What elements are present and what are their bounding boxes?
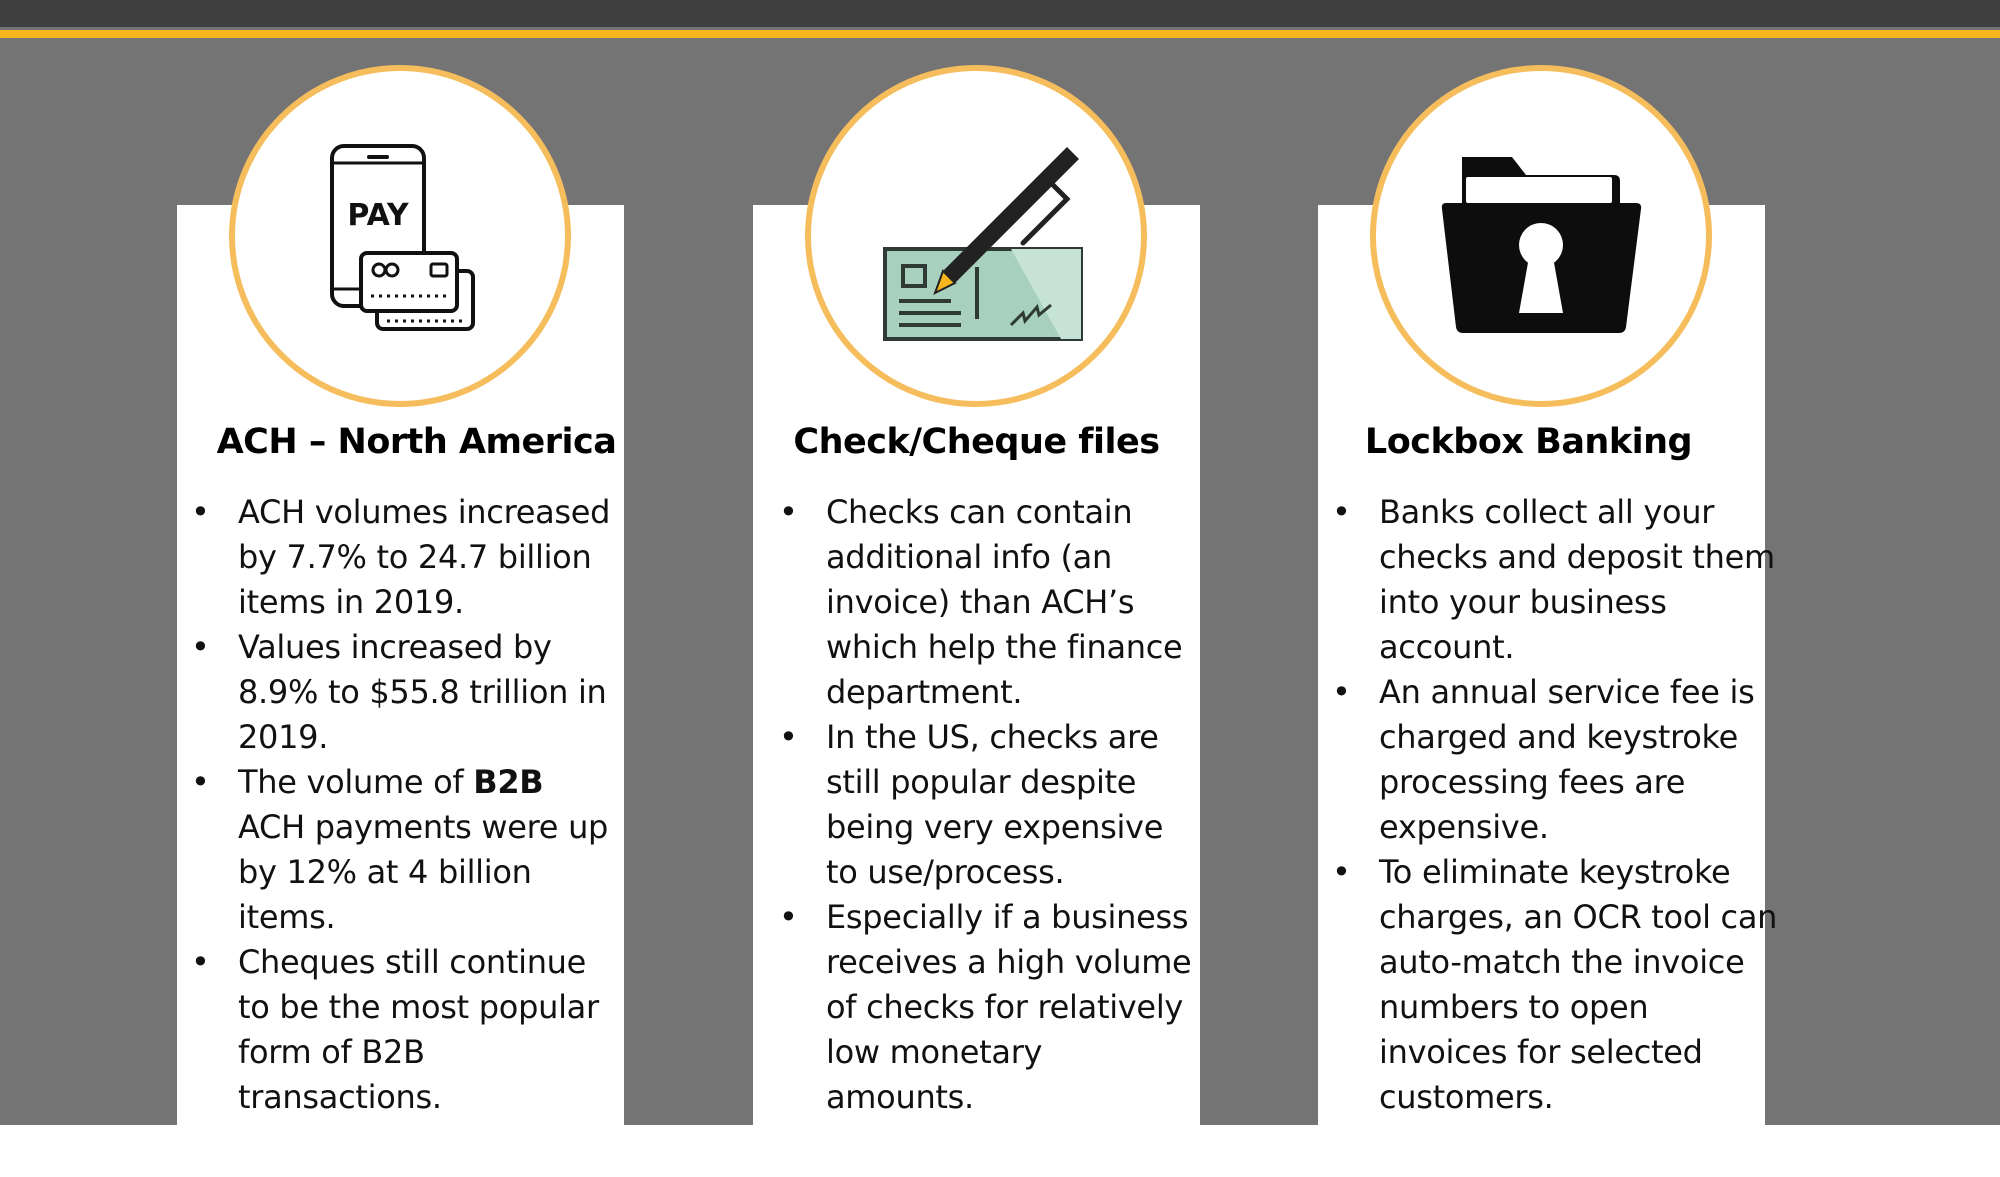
bullet-list-lockbox [1332,490,1782,1120]
list-item: • Cheques still continue to be the most popular form of B2B transactions. [191,940,611,1120]
list-item: • The volume of B2B ACH payments were up by 12% at 4 billion items. [191,760,611,940]
top-dark-bar [0,0,2000,27]
card-title-cheque: Check/Cheque files [793,422,1160,462]
pay-icon-label: PAY [347,198,409,233]
list-item: • An annual service fee is charged and keystroke processing fees are expensive. [1332,670,1782,850]
b2b-emphasis: B2B [473,763,544,801]
bullet-list-cheque [779,490,1199,1120]
list-item: • Checks can contain additional info (an invoice) than ACH’s which help the finance department. [779,490,1199,715]
top-accent-bar [0,30,2000,38]
list-item: • In the US, checks are still popular despite being very expensive to use/process. [779,715,1199,895]
icon-circle-ach [229,65,571,407]
list-item: • ACH volumes increased by 7.7% to 24.7 billion items in 2019. [191,490,611,625]
list-item: • To eliminate keystroke charges, an OCR tool can auto-match the invoice numbers to open invoices for selected customers. [1332,850,1782,1120]
locked-folder-icon [1376,71,1706,401]
list-item: • Banks collect all your checks and deposit them into your business account. [1332,490,1782,670]
cheque-pen-icon [811,71,1141,401]
bullet-list-ach [191,490,611,1120]
icon-circle-lockbox [1370,65,1712,407]
icon-circle-cheque [805,65,1147,407]
pay-phone-card-icon [235,71,565,401]
list-item: • Especially if a business receives a high volume of checks for relatively low monetary amounts. [779,895,1199,1120]
card-title-ach: ACH – North America [216,422,617,462]
list-item: • Values increased by 8.9% to $55.8 trillion in 2019. [191,625,611,760]
card-title-lockbox: Lockbox Banking [1364,422,1693,462]
